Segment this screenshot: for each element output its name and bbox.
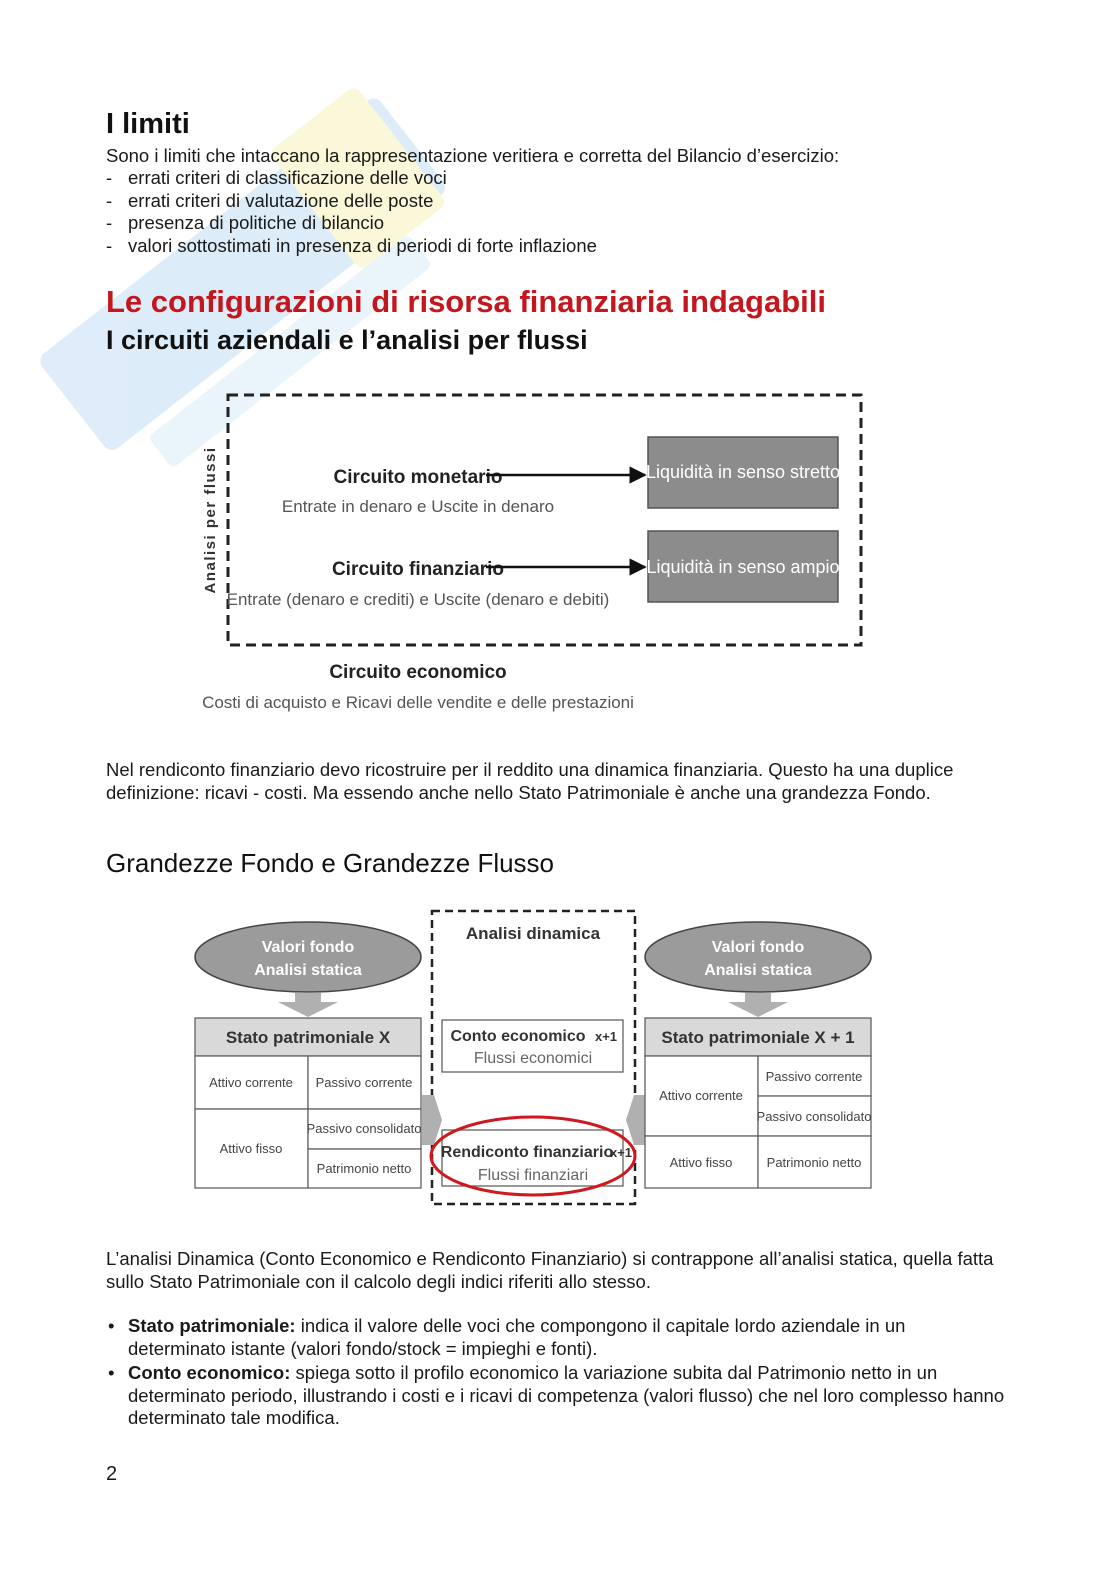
page-number: 2 [106,1463,118,1485]
arrow-into-rf-right [626,1095,646,1145]
paragraph-rendiconto: Nel rendiconto finanziario devo ricostruire per il reddito una dinamica finanziaria. Questo ha una duplice definizione: ricavi - costi. Ma essendo anche nello Stato Patrimoniale è anche una grandezza Fondo. [106,759,954,803]
center-title: Analisi dinamica [465,924,601,943]
sp-left-attivo-fisso: Attivo fisso [219,1141,283,1156]
box-liquidita-stretto-label: Liquidità in senso stretto [645,462,841,482]
limits-list [106,167,597,257]
rf-sub: Flussi finanziari [477,1167,589,1184]
ellipse-left [195,922,421,992]
monetario-title: Circuito monetario [333,467,503,488]
sp-right-patrimonio-netto: Patrimonio netto [766,1155,862,1170]
bullet-term: Conto economico: [128,1362,291,1383]
side-label-analisi: Analisi per flussi [202,446,219,594]
sp-left-attivo-corrente: Attivo corrente [209,1075,293,1090]
sp-right-passivo-consolidato: Passivo consolidato [756,1109,872,1124]
sp-right-title: Stato patrimoniale X + 1 [661,1028,855,1047]
ellipse-left-line2: Analisi statica [254,962,362,979]
sp-right-attivo-fisso: Attivo fisso [669,1155,733,1170]
sp-left-passivo-corrente: Passivo corrente [315,1075,413,1090]
rf-title: Rendiconto finanziario [440,1144,614,1161]
ellipse-right-line2: Analisi statica [704,962,812,979]
circuits-diagram [190,385,880,720]
section-subtitle-circuiti: I circuiti aziendali e l’analisi per flussi [106,325,588,355]
finanziario-title: Circuito finanziario [331,559,505,580]
section-title-configurazioni: Le configurazioni di risorsa finanziaria indagabili [106,284,827,319]
heading-grandezze: Grandezze Fondo e Grandezze Flusso [106,848,555,878]
list-item: - errati criteri di valutazione delle poste [106,189,434,211]
economico-title: Circuito economico [329,662,507,683]
sp-left-passivo-consolidato: Passivo consolidato [306,1121,422,1136]
paragraph-dinamica: L’analisi Dinamica (Conto Economico e Rendiconto Finanziario) si contrappone all’analisi statica, quella fatta sullo Stato Patrimoniale con il calcolo degli indici riferiti allo stesso. [106,1248,994,1292]
ellipse-right-line1: Valori fondo [711,939,805,956]
section-title-limits: I limiti [106,108,190,140]
list-item: • Conto economico: spiega sotto il profilo economico la variazione subita dal Patrimonio netto in un determinato periodo, illustrando i costi e i ricavi di competenza (valori flusso) che nel loro complesso hanno determinato tale modifica. [108,1362,1005,1428]
arrow-into-rf-left [422,1095,442,1145]
fund-flow-diagram [190,905,880,1210]
ce-sub: Flussi economici [473,1050,593,1067]
sp-right-table [645,1018,871,1188]
sp-left-title: Stato patrimoniale X [225,1028,391,1047]
finanziario-desc: Entrate (denaro e crediti) e Uscite (denaro e debiti) [226,590,610,609]
sp-left-table [195,1018,421,1188]
sp-right-attivo-corrente: Attivo corrente [659,1088,743,1103]
ce-tag: x+1 [594,1029,618,1044]
down-arrow-left [278,993,338,1017]
ellipse-right [645,922,871,992]
sp-left-patrimonio-netto: Patrimonio netto [316,1161,412,1176]
ce-title: Conto economico [450,1028,586,1045]
ellipse-left-line1: Valori fondo [261,939,355,956]
list-item: - valori sottostimati in presenza di periodi di forte inflazione [106,234,597,256]
list-item: - presenza di politiche di bilancio [106,212,385,233]
economico-desc: Costi di acquisto e Ricavi delle vendite e delle prestazioni [202,693,634,712]
box-liquidita-ampio-label: Liquidità in senso ampio [646,557,840,577]
list-item: - errati criteri di classificazione delle voci [106,167,447,188]
rf-tag: x+1 [609,1145,633,1160]
down-arrow-right [728,993,788,1017]
monetario-desc: Entrate in denaro e Uscite in denaro [281,497,555,516]
list-item: • Stato patrimoniale: indica il valore delle voci che compongono il capitale lordo aziendale in un determinato istante (valori fondo/stock = impieghi e fonti). [108,1315,906,1359]
limits-intro: Sono i limiti che intaccano la rappresentazione veritiera e corretta del Bilancio d’esercizio: [106,145,840,166]
bullet-term: Stato patrimoniale: [128,1315,296,1336]
sp-right-passivo-corrente: Passivo corrente [765,1069,863,1084]
definitions-list [106,1315,1006,1432]
